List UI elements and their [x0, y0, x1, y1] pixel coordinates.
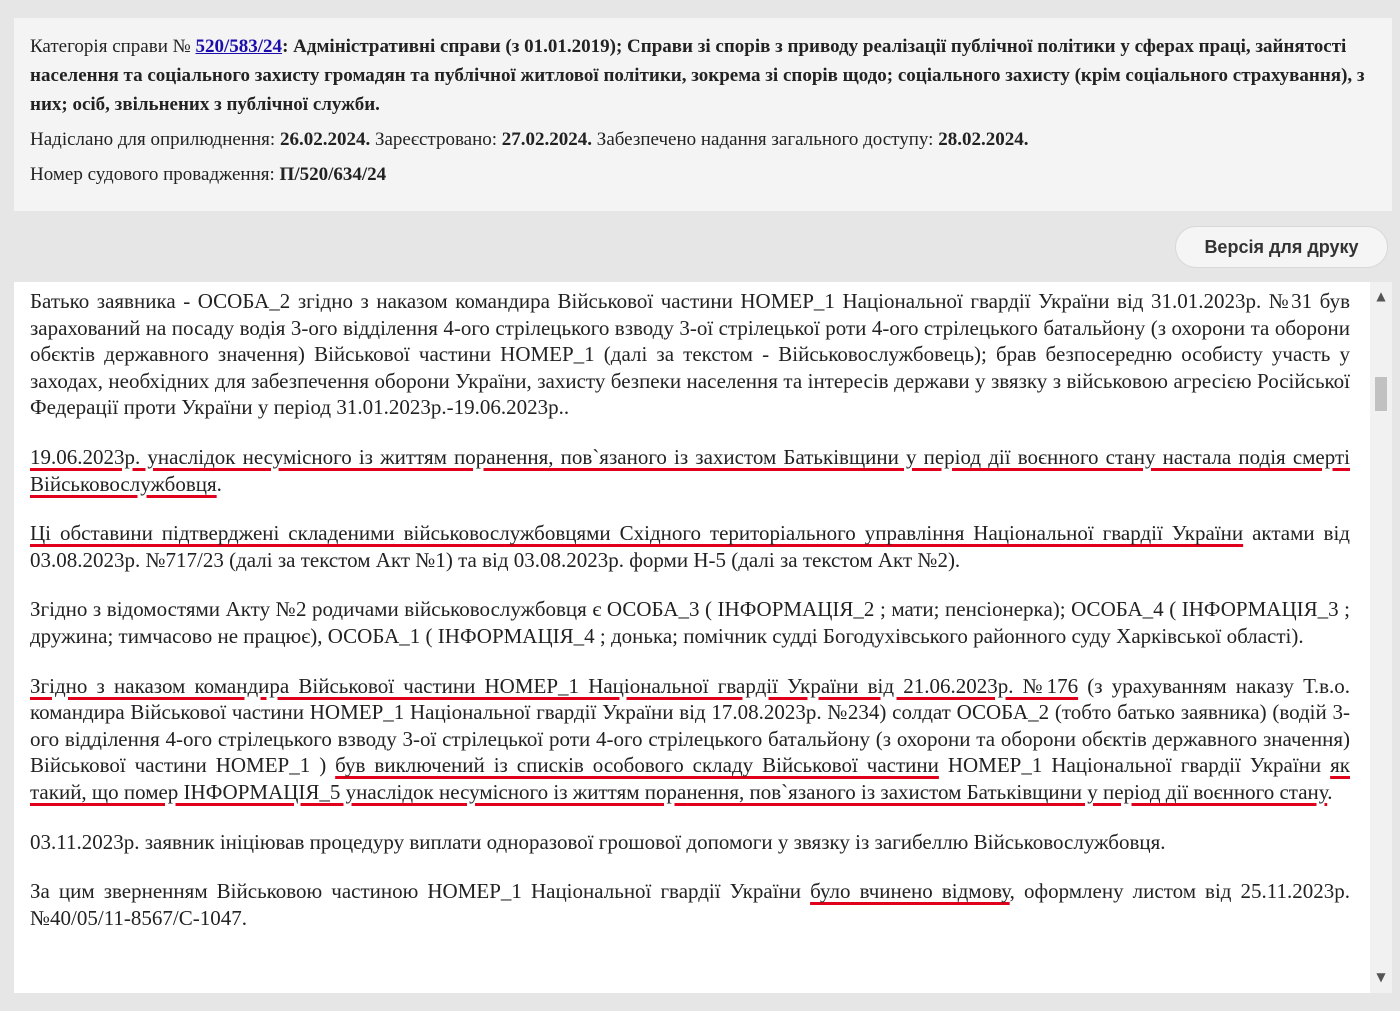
- access-label: Забезпечено надання загального доступу:: [592, 129, 939, 150]
- paragraph-text: (з урахуванням наказу Т.в.о. командира Військової частини НОМЕР_1 Національної гвардії України від 17.08.2023р. №234) солдат ОСОБА_2 (тобто батько заявника) (водій 3-ого відділення 4-ого стрілецького взводу 3-ої стрілецької роти 4-ого стрілецького батальйону (з охорони та оборони обєктів державного значення) Військової частини НОМЕР_1 ): [30, 673, 1350, 778]
- highlighted-text: 19.06.2023р. унаслідок несумісного із життям поранення, пов`язаного із захистом Батьківщини у період дії воєнного стану настала подія смерті Військовослужбовця: [30, 444, 1350, 496]
- highlighted-text: Згідно з наказом командира Військової частини НОМЕР_1 Національної гвардії України від 21.06.2023р. №176: [30, 673, 1079, 698]
- proceeding-label: Номер судового провадження:: [30, 164, 280, 185]
- paragraph-text: За цим зверненням Військовою частиною НОМЕР_1 Національної гвардії України: [30, 879, 811, 904]
- paragraph-2: [30, 444, 1350, 497]
- paragraph-text: актами від 03.08.2023р. №717/23 (далі за текстом Акт №1) та від 03.08.2023р. форми Н-5 (далі за текстом Акт №2).: [30, 521, 1350, 572]
- paragraph-1: Батько заявника - ОСОБА_2 згідно з наказом командира Військової частини НОМЕР_1 Національної гвардії України від 31.01.2023р. №31 був зарахований на посаду водія 3-ого відділення 4-ого стрілецького взводу 3-ої стрілецької роти 4-ого стрілецького батальйону (з охорони та оборони обєктів державного значення) Військової частини НОМЕР_1 (далі за текстом - Військовослужбовець); брав безпосередню особисту участь у заходах, необхідних для забезпечення оборони України, захисту безпеки населення та інтересів держави у звязку з військовою агресією Російської Федерації проти України у період 31.01.2023р.-19.06.2023р..: [30, 289, 1350, 420]
- paragraph-text: НОМЕР_1 Національної гвардії України: [938, 753, 1331, 778]
- paragraph-3: [30, 520, 1350, 573]
- highlighted-text: як такий, що помер ІНФОРМАЦІЯ_5 унаслідок несумісного із життям поранення, пов`язаного із захистом Батьківщини у період дії воєнного стану: [30, 753, 1350, 804]
- case-info-panel: [14, 18, 1392, 211]
- highlighted-text: був виключений із списків особового складу Військової частини: [335, 753, 939, 778]
- sent-label: Надіслано для оприлюднення:: [30, 129, 280, 150]
- scrollbar-thumb[interactable]: [1375, 377, 1387, 411]
- sent-date: 26.02.2024.: [279, 129, 371, 150]
- category-text: : Адміністративні справи (з 01.01.2019); Справи зі спорів з приводу реалізації публічної політики у сферах праці, зайнятості населення та соціального захисту громадян та публічної житлової політики, зокрема зі спорів щодо; соціального захисту (крім соціального страхування), з них; осіб, звільнених з публічної служби.: [30, 36, 1365, 115]
- registered-date: 27.02.2024.: [501, 129, 593, 150]
- proceeding-number-line: [30, 160, 1376, 189]
- proceeding-number: П/520/634/24: [279, 164, 387, 185]
- paragraph-text: , оформлену листом від 25.11.2023р. №40/05/11-8567/С-1047.: [30, 879, 1350, 930]
- access-date: 28.02.2024.: [938, 129, 1029, 150]
- paragraph-end: .: [216, 471, 222, 496]
- paragraph-4: Згідно з відомостями Акту №2 родичами військовослужбовця є ОСОБА_3 ( ІНФОРМАЦІЯ_2 ; мати; пенсіонерка); ОСОБА_4 ( ІНФОРМАЦІЯ_3 ; дружина; тимчасово не працює), ОСОБА_1 ( ІНФОРМАЦІЯ_4 ; донька; помічник судді Богодухівського районного суду Харківської області).: [30, 597, 1350, 648]
- document-text: [30, 288, 1350, 954]
- paragraph-5: [30, 673, 1350, 806]
- case-category: [30, 32, 1376, 119]
- category-prefix: Категорія справи №: [30, 36, 196, 57]
- document-viewer[interactable]: [14, 282, 1392, 993]
- paragraph-7: [30, 878, 1350, 931]
- registered-label: Зареєстровано:: [370, 129, 502, 150]
- paragraph-6: 03.11.2023р. заявник ініціював процедуру виплати одноразової грошової допомоги у звязку із загибеллю Військовослужбовця.: [30, 829, 1166, 854]
- highlighted-text: Ці обставини підтверджені складеними військовослужбовцями Східного територіального управління Національної гвардії України: [30, 521, 1244, 546]
- paragraph-end: .: [1327, 779, 1333, 804]
- print-version-button[interactable]: Версія для друку: [1175, 226, 1388, 268]
- chevron-down-icon[interactable]: ▼: [1376, 970, 1386, 984]
- publication-dates: [30, 125, 1376, 154]
- case-number-link[interactable]: 520/583/24: [195, 36, 283, 57]
- highlighted-text: було вчинено відмову: [810, 879, 1010, 904]
- vertical-scrollbar[interactable]: [1370, 282, 1392, 993]
- chevron-up-icon[interactable]: ▲: [1376, 289, 1386, 303]
